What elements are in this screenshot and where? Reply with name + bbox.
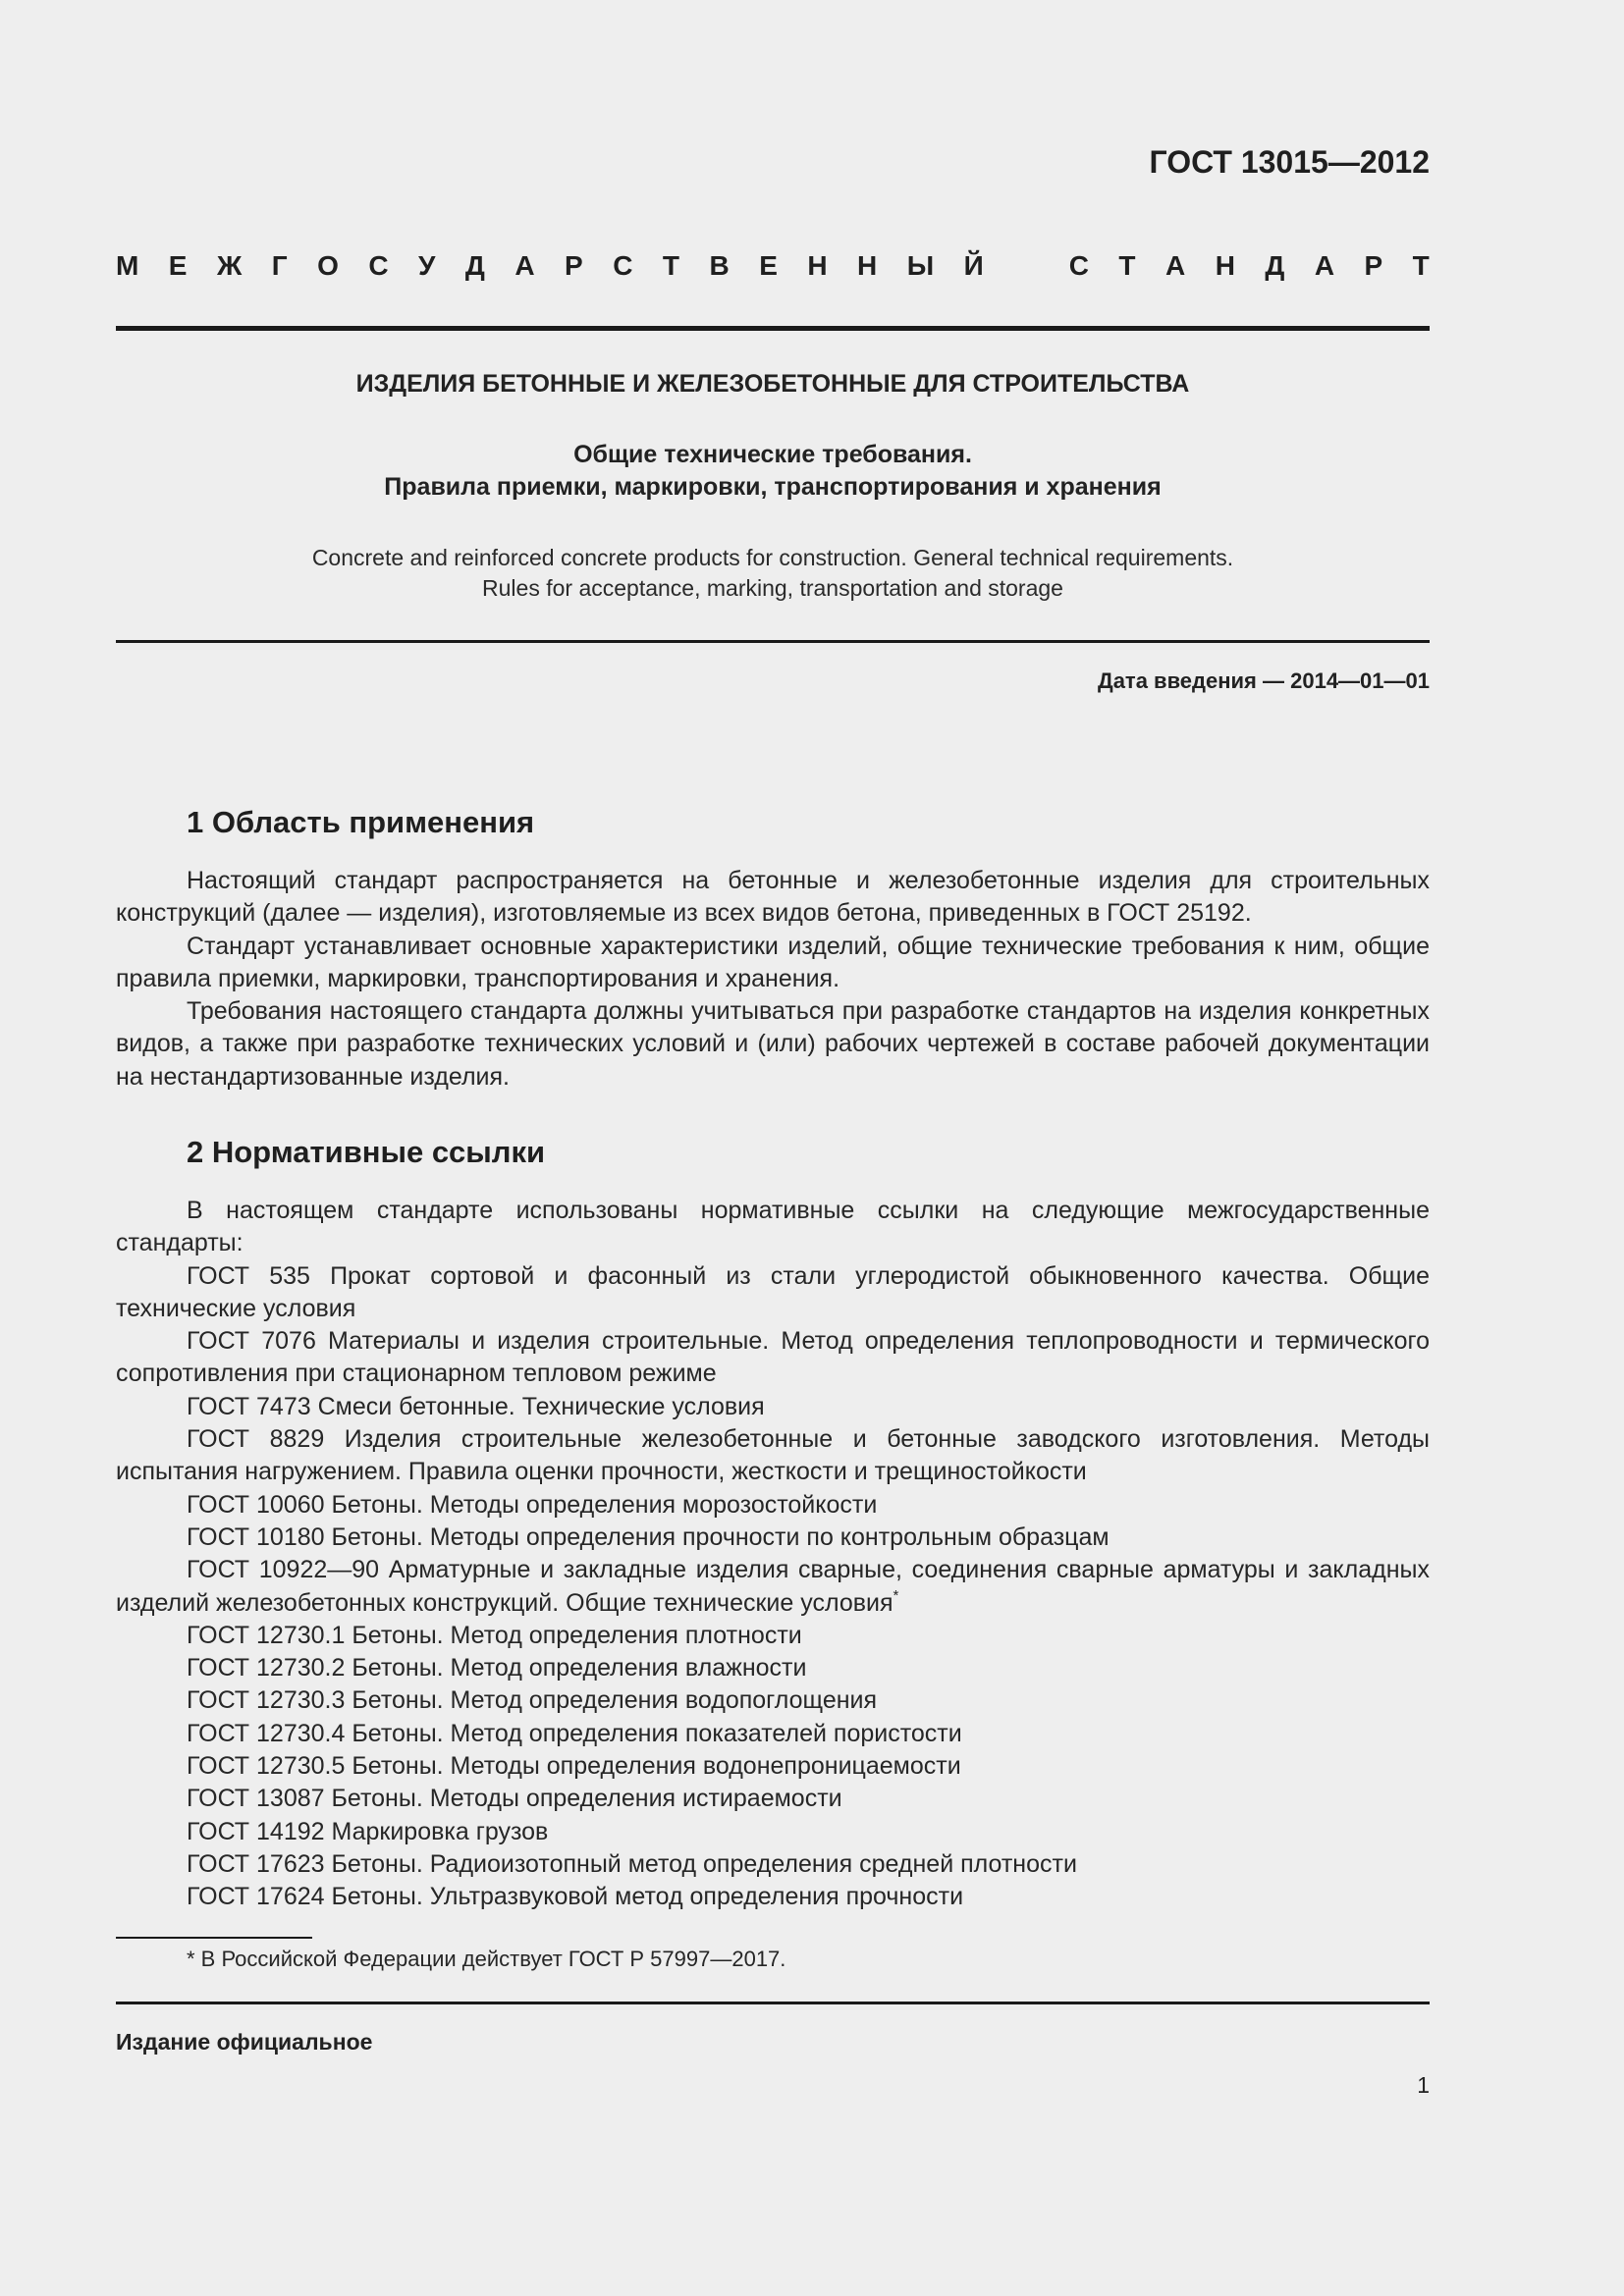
introduction-date: Дата введения — 2014—01—01 xyxy=(1098,668,1430,693)
reference-item: ГОСТ 10060 Бетоны. Методы определения морозостойкости xyxy=(187,1490,878,1519)
banner-letter: Р xyxy=(565,250,583,281)
banner-letter: Н xyxy=(807,250,828,281)
footer-rule xyxy=(116,2002,1430,2004)
banner-letter: А xyxy=(514,250,535,281)
banner-letter: С xyxy=(1068,250,1089,281)
reference-item: ГОСТ 12730.3 Бетоны. Метод определения водопоглощения xyxy=(187,1686,878,1715)
banner-letter: Т xyxy=(1118,250,1136,281)
banner-letter: Ж xyxy=(216,250,243,281)
document-title: ИЗДЕЛИЯ БЕТОННЫЕ И ЖЕЛЕЗОБЕТОННЫЕ ДЛЯ СТРОИТЕЛЬСТВА xyxy=(355,370,1190,398)
english-title-line: Rules for acceptance, marking, transportation and storage xyxy=(482,575,1063,601)
header-rule xyxy=(116,326,1430,331)
reference-item: ГОСТ 17623 Бетоны. Радиоизотопный метод определения средней плотности xyxy=(187,1849,1077,1878)
reference-item: ГОСТ 12730.1 Бетоны. Метод определения плотности xyxy=(187,1621,802,1649)
section-heading-references: 2 Нормативные ссылки xyxy=(187,1135,546,1169)
footnote: * В Российской Федерации действует ГОСТ Р 57997—2017. xyxy=(187,1947,786,1971)
page-number: 1 xyxy=(1417,2072,1430,2098)
reference-item: ГОСТ 14192 Маркировка грузов xyxy=(187,1817,549,1845)
reference-item: ГОСТ 12730.2 Бетоны. Метод определения влажности xyxy=(187,1654,807,1682)
reference-text: ГОСТ 10922—90 Арматурные и закладные изделия сварные, соединения сварные арматуры и закладных изделий железобетонных конструкций. Общие технические условия xyxy=(116,1556,1430,1617)
document-page xyxy=(116,0,1430,2296)
reference-item: ГОСТ 10180 Бетоны. Методы определения прочности по контрольным образцам xyxy=(187,1522,1110,1551)
banner-letter: Н xyxy=(1215,250,1235,281)
paragraph: Настоящий стандарт распространяется на бетонные и железобетонные изделия для строительных конструкций (далее — изделия), изготовляемые из всех видов бетона, приведенных в ГОСТ 25192. xyxy=(116,867,1430,928)
banner-letter: У xyxy=(418,250,436,281)
banner-letter: С xyxy=(613,250,633,281)
banner-letter: Д xyxy=(464,250,485,281)
paragraph: Стандарт устанавливает основные характеристики изделий, общие технические требования к ним, общие правила приемки, маркировки, транспортирования и хранения. xyxy=(116,932,1430,992)
english-title xyxy=(116,543,1430,604)
reference-item: ГОСТ 7473 Смеси бетонные. Технические условия xyxy=(187,1392,765,1420)
banner-letter: Й xyxy=(963,250,984,281)
banner-letter: Д xyxy=(1265,250,1285,281)
reference-item: ГОСТ 535 Прокат сортовой и фасонный из стали углеродистой обыкновенного качества. Общие технические условия xyxy=(116,1261,1430,1322)
document-subtitle xyxy=(116,439,1430,504)
official-edition-label: Издание официальное xyxy=(116,2029,373,2055)
banner-word-gap xyxy=(1013,250,1039,282)
banner-letter: Г xyxy=(271,250,288,281)
reference-item: ГОСТ 12730.4 Бетоны. Метод определения показателей пористости xyxy=(187,1719,962,1747)
english-title-line: Concrete and reinforced concrete products for construction. General technical requirements. xyxy=(311,545,1234,570)
banner-letter: Е xyxy=(759,250,778,281)
interstate-standard-banner xyxy=(116,250,1430,282)
banner-letter: Н xyxy=(857,250,878,281)
banner-letter: Р xyxy=(1364,250,1383,281)
banner-letter: Т xyxy=(1412,250,1430,281)
banner-letter: А xyxy=(1164,250,1186,281)
banner-letter: Е xyxy=(168,250,188,281)
paragraph: Требования настоящего стандарта должны учитываться при разработке стандартов на изделия конкретных видов, а также при разработке технических условий и (или) рабочих чертежей в составе рабочей документации на нестандартизованные изделия. xyxy=(116,997,1430,1091)
banner-letter: А xyxy=(1314,250,1335,281)
reference-item: ГОСТ 12730.5 Бетоны. Методы определения водонепроницаемости xyxy=(187,1752,961,1781)
section-body-references xyxy=(116,1195,1430,1914)
footnote-separator xyxy=(116,1937,312,1939)
subtitle-line: Правила приемки, маркировки, транспортирования и хранения xyxy=(384,473,1162,501)
banner-letter: О xyxy=(317,250,339,281)
banner-letter: В xyxy=(709,250,730,281)
banner-letter: М xyxy=(116,250,139,281)
section-body-scope xyxy=(116,865,1430,1094)
subtitle-line: Общие технические требования. xyxy=(573,441,972,468)
banner-letter: С xyxy=(368,250,389,281)
footnote-mark: * xyxy=(893,1586,899,1604)
reference-item: ГОСТ 8829 Изделия строительные железобетонные и бетонные заводского изготовления. Методы испытания нагружением. Правила оценки прочности, жесткости и трещиностойкости xyxy=(116,1425,1430,1486)
paragraph: В настоящем стандарте использованы нормативные ссылки на следующие межгосударственные стандарты: xyxy=(116,1197,1430,1257)
reference-item xyxy=(116,1554,1430,1620)
document-number: ГОСТ 13015—2012 xyxy=(1149,144,1430,180)
reference-item: ГОСТ 13087 Бетоны. Методы определения истираемости xyxy=(187,1785,842,1813)
banner-letter: Ы xyxy=(906,250,935,281)
title-rule xyxy=(116,640,1430,643)
banner-letter: Т xyxy=(662,250,680,281)
reference-item: ГОСТ 17624 Бетоны. Ультразвуковой метод определения прочности xyxy=(187,1883,964,1911)
reference-item: ГОСТ 7076 Материалы и изделия строительные. Метод определения теплопроводности и термического сопротивления при стационарном тепловом режиме xyxy=(116,1327,1430,1388)
section-heading-scope: 1 Область применения xyxy=(187,805,535,839)
